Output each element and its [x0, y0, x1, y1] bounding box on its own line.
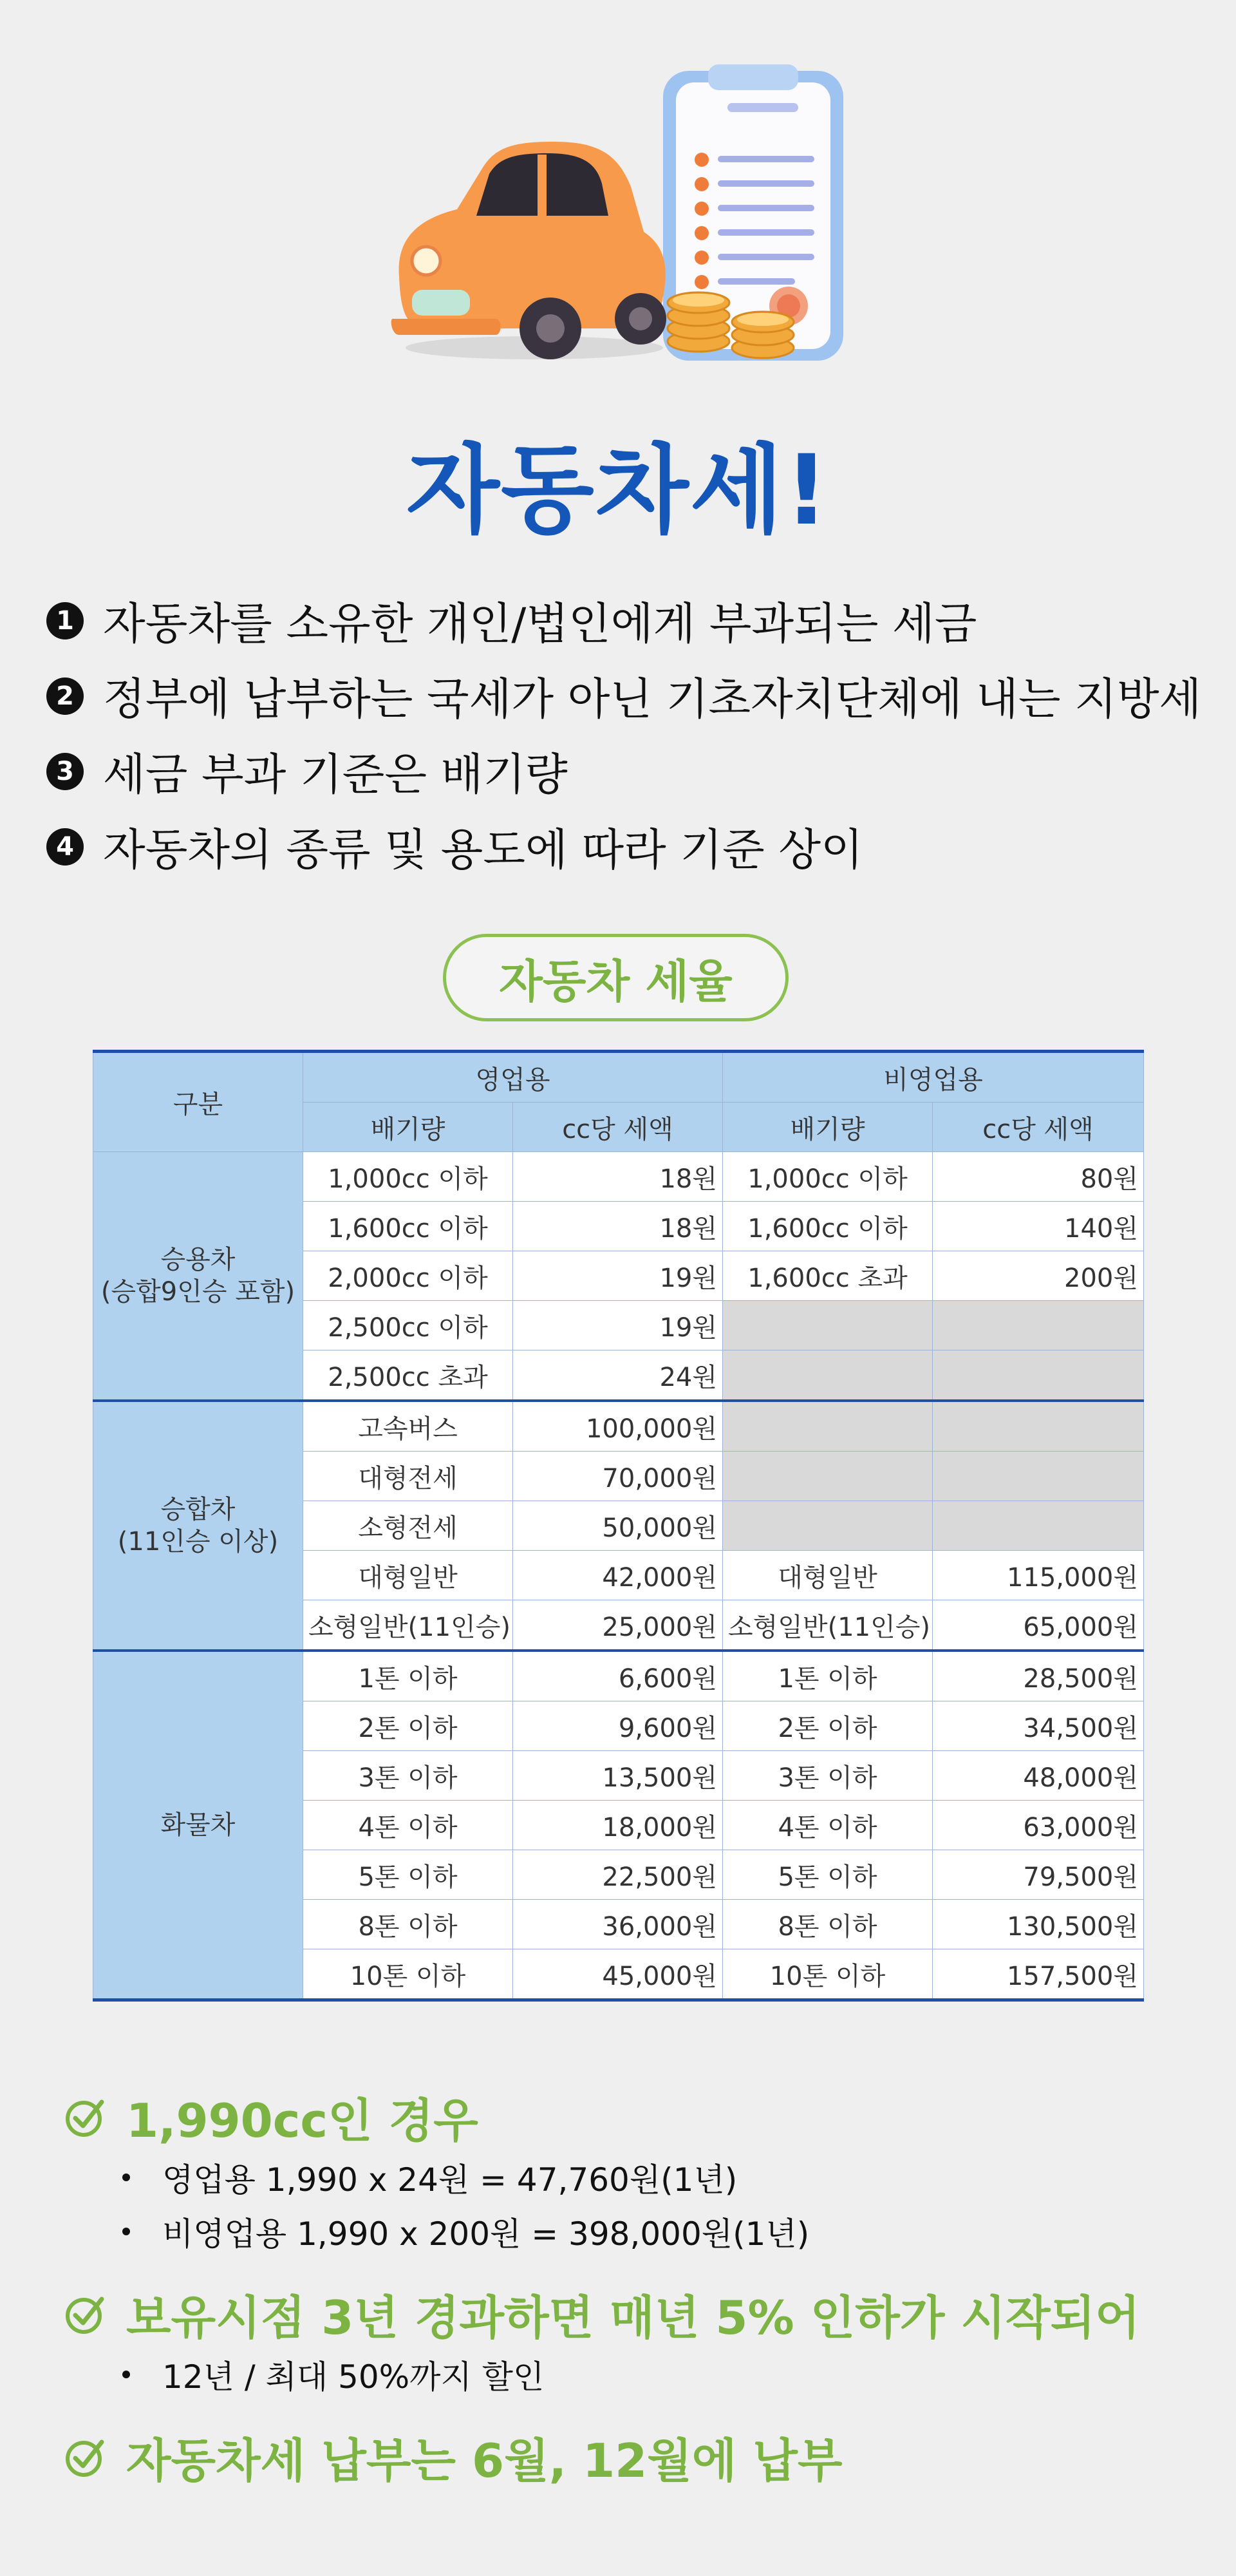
number-badge-icon: 4: [46, 828, 84, 866]
key-point: [46, 809, 1218, 884]
business-displacement-cell: 1,600cc 이하: [303, 1202, 513, 1251]
business-displacement-cell: 5톤 이하: [303, 1850, 513, 1900]
vehicle-category-cell: [93, 1152, 303, 1401]
vehicle-category-cell: [93, 1401, 303, 1651]
note-heading-text: 자동차세 납부는 6월, 12월에 납부: [126, 2434, 843, 2488]
car-icon: [391, 142, 666, 359]
key-point: [46, 658, 1218, 734]
note-bullet-text: 12년 / 최대 50%까지 할인: [162, 2358, 545, 2396]
business-tax-cell: 24원: [513, 1350, 723, 1401]
nonbusiness-displacement-cell: [723, 1401, 933, 1452]
header-per-cc: cc당 세액: [513, 1103, 723, 1152]
business-displacement-cell: 2,500cc 초과: [303, 1350, 513, 1401]
nonbusiness-tax-cell: 157,500원: [933, 1949, 1144, 2000]
note-heading-text: 보유시점 3년 경과하면 매년 5% 인하가 시작되어: [126, 2291, 1140, 2345]
business-displacement-cell: 소형일반(11인승): [303, 1600, 513, 1651]
nonbusiness-tax-cell: [933, 1401, 1144, 1452]
nonbusiness-displacement-cell: [723, 1452, 933, 1501]
nonbusiness-displacement-cell: 1,600cc 이하: [723, 1202, 933, 1251]
business-tax-cell: 6,600원: [513, 1651, 723, 1701]
vehicle-category-name: 승합차: [160, 1495, 236, 1524]
business-displacement-cell: 2톤 이하: [303, 1701, 513, 1751]
notes-section: [64, 2083, 1210, 2490]
nonbusiness-tax-cell: 63,000원: [933, 1801, 1144, 1850]
nonbusiness-displacement-cell: 4톤 이하: [723, 1801, 933, 1850]
business-tax-cell: 18원: [513, 1152, 723, 1202]
note-heading: [64, 2083, 1210, 2150]
note-block: [64, 2280, 1210, 2401]
business-tax-cell: 42,000원: [513, 1551, 723, 1600]
nonbusiness-displacement-cell: 8톤 이하: [723, 1900, 933, 1949]
nonbusiness-tax-cell: 34,500원: [933, 1701, 1144, 1751]
key-point: [46, 583, 1218, 658]
nonbusiness-displacement-cell: 1톤 이하: [723, 1651, 933, 1701]
note-bullet: [122, 2347, 1210, 2401]
nonbusiness-tax-cell: [933, 1452, 1144, 1501]
nonbusiness-tax-cell: 200원: [933, 1251, 1144, 1301]
business-tax-cell: 50,000원: [513, 1501, 723, 1551]
business-displacement-cell: 2,000cc 이하: [303, 1251, 513, 1301]
business-displacement-cell: 소형전세: [303, 1501, 513, 1551]
note-bullet-text: 비영업용 1,990 x 200원 = 398,000원(1년): [162, 2215, 810, 2253]
business-tax-cell: 45,000원: [513, 1949, 723, 2000]
nonbusiness-displacement-cell: [723, 1301, 933, 1350]
note-heading: [64, 2280, 1210, 2347]
number-badge-icon: 2: [46, 677, 84, 715]
business-displacement-cell: 1,000cc 이하: [303, 1152, 513, 1202]
header-business: 영업용: [303, 1052, 723, 1103]
business-tax-cell: 36,000원: [513, 1900, 723, 1949]
vehicle-category-name: 화물차: [160, 1810, 236, 1840]
note-bullet-text: 영업용 1,990 x 24원 = 47,760원(1년): [162, 2161, 738, 2199]
key-point-text: 자동차의 종류 및 용도에 따라 기준 상이: [103, 825, 863, 876]
nonbusiness-displacement-cell: 소형일반(11인승): [723, 1600, 933, 1651]
nonbusiness-tax-cell: 140원: [933, 1202, 1144, 1251]
business-tax-cell: 18원: [513, 1202, 723, 1251]
business-displacement-cell: 1톤 이하: [303, 1651, 513, 1701]
nonbusiness-tax-cell: 28,500원: [933, 1651, 1144, 1701]
key-point-text: 자동차를 소유한 개인/법인에게 부과되는 세금: [103, 599, 977, 650]
nonbusiness-displacement-cell: 5톤 이하: [723, 1850, 933, 1900]
business-tax-cell: 70,000원: [513, 1452, 723, 1501]
key-points-list: [46, 583, 1218, 884]
nonbusiness-tax-cell: 65,000원: [933, 1600, 1144, 1651]
nonbusiness-displacement-cell: 3톤 이하: [723, 1751, 933, 1801]
note-block: [64, 2083, 1210, 2259]
nonbusiness-tax-cell: [933, 1350, 1144, 1401]
header-nonbusiness: 비영업용: [723, 1052, 1144, 1103]
business-tax-cell: 19원: [513, 1301, 723, 1350]
nonbusiness-displacement-cell: [723, 1501, 933, 1551]
nonbusiness-displacement-cell: 대형일반: [723, 1551, 933, 1600]
business-displacement-cell: 2,500cc 이하: [303, 1301, 513, 1350]
key-point: [46, 734, 1218, 809]
note-block: [64, 2423, 1210, 2490]
nonbusiness-tax-cell: 130,500원: [933, 1900, 1144, 1949]
table-header-row: [93, 1052, 1144, 1103]
table-row: [93, 1152, 1144, 1202]
business-displacement-cell: 4톤 이하: [303, 1801, 513, 1850]
check-circle-icon: [64, 2293, 107, 2335]
vehicle-category-cell: [93, 1651, 303, 2000]
business-displacement-cell: 대형일반: [303, 1551, 513, 1600]
tax-rate-table: [93, 1050, 1144, 2002]
vehicle-category-note: (11인승 이상): [117, 1527, 279, 1557]
nonbusiness-tax-cell: [933, 1501, 1144, 1551]
business-tax-cell: 25,000원: [513, 1600, 723, 1651]
note-heading-text: 1,990cc인 경우: [126, 2094, 478, 2148]
check-circle-icon: [64, 2096, 107, 2138]
number-badge-icon: 1: [46, 602, 84, 639]
nonbusiness-displacement-cell: 1,600cc 초과: [723, 1251, 933, 1301]
key-point-text: 정부에 납부하는 국세가 아닌 기초자치단체에 내는 지방세: [103, 674, 1202, 725]
business-displacement-cell: 10톤 이하: [303, 1949, 513, 2000]
header-displacement: 배기량: [303, 1103, 513, 1152]
note-bullets: [64, 2347, 1210, 2401]
nonbusiness-displacement-cell: [723, 1350, 933, 1401]
key-point-text: 세금 부과 기준은 배기량: [103, 750, 568, 800]
nonbusiness-tax-cell: 48,000원: [933, 1751, 1144, 1801]
number-badge-icon: 3: [46, 753, 84, 790]
business-tax-cell: 13,500원: [513, 1751, 723, 1801]
nonbusiness-tax-cell: 115,000원: [933, 1551, 1144, 1600]
note-bullet: [122, 2150, 1210, 2204]
business-tax-cell: 22,500원: [513, 1850, 723, 1900]
vehicle-category-note: (승합9인승 포함): [100, 1277, 295, 1307]
car-tax-illustration: [386, 64, 850, 367]
business-displacement-cell: 대형전세: [303, 1452, 513, 1501]
business-tax-cell: 9,600원: [513, 1701, 723, 1751]
business-displacement-cell: 8톤 이하: [303, 1900, 513, 1949]
nonbusiness-tax-cell: 80원: [933, 1152, 1144, 1202]
page-title: 자동차세!: [406, 435, 830, 547]
section-title-pill: 자동차 세율: [443, 934, 789, 1021]
header-category: 구분: [93, 1052, 303, 1152]
header-displacement: 배기량: [723, 1103, 933, 1152]
business-tax-cell: 100,000원: [513, 1401, 723, 1452]
table-row: [93, 1651, 1144, 1701]
header-per-cc: cc당 세액: [933, 1103, 1144, 1152]
note-bullet: [122, 2204, 1210, 2259]
business-displacement-cell: 고속버스: [303, 1401, 513, 1452]
table-row: [93, 1401, 1144, 1452]
business-displacement-cell: 3톤 이하: [303, 1751, 513, 1801]
vehicle-category-name: 승용차: [160, 1245, 236, 1274]
note-heading: [64, 2423, 1210, 2490]
nonbusiness-displacement-cell: 10톤 이하: [723, 1949, 933, 2000]
nonbusiness-displacement-cell: 1,000cc 이하: [723, 1152, 933, 1202]
table-body: [93, 1152, 1144, 2000]
note-bullets: [64, 2150, 1210, 2259]
nonbusiness-displacement-cell: 2톤 이하: [723, 1701, 933, 1751]
nonbusiness-tax-cell: 79,500원: [933, 1850, 1144, 1900]
check-circle-icon: [64, 2436, 107, 2478]
business-tax-cell: 19원: [513, 1251, 723, 1301]
business-tax-cell: 18,000원: [513, 1801, 723, 1850]
nonbusiness-tax-cell: [933, 1301, 1144, 1350]
